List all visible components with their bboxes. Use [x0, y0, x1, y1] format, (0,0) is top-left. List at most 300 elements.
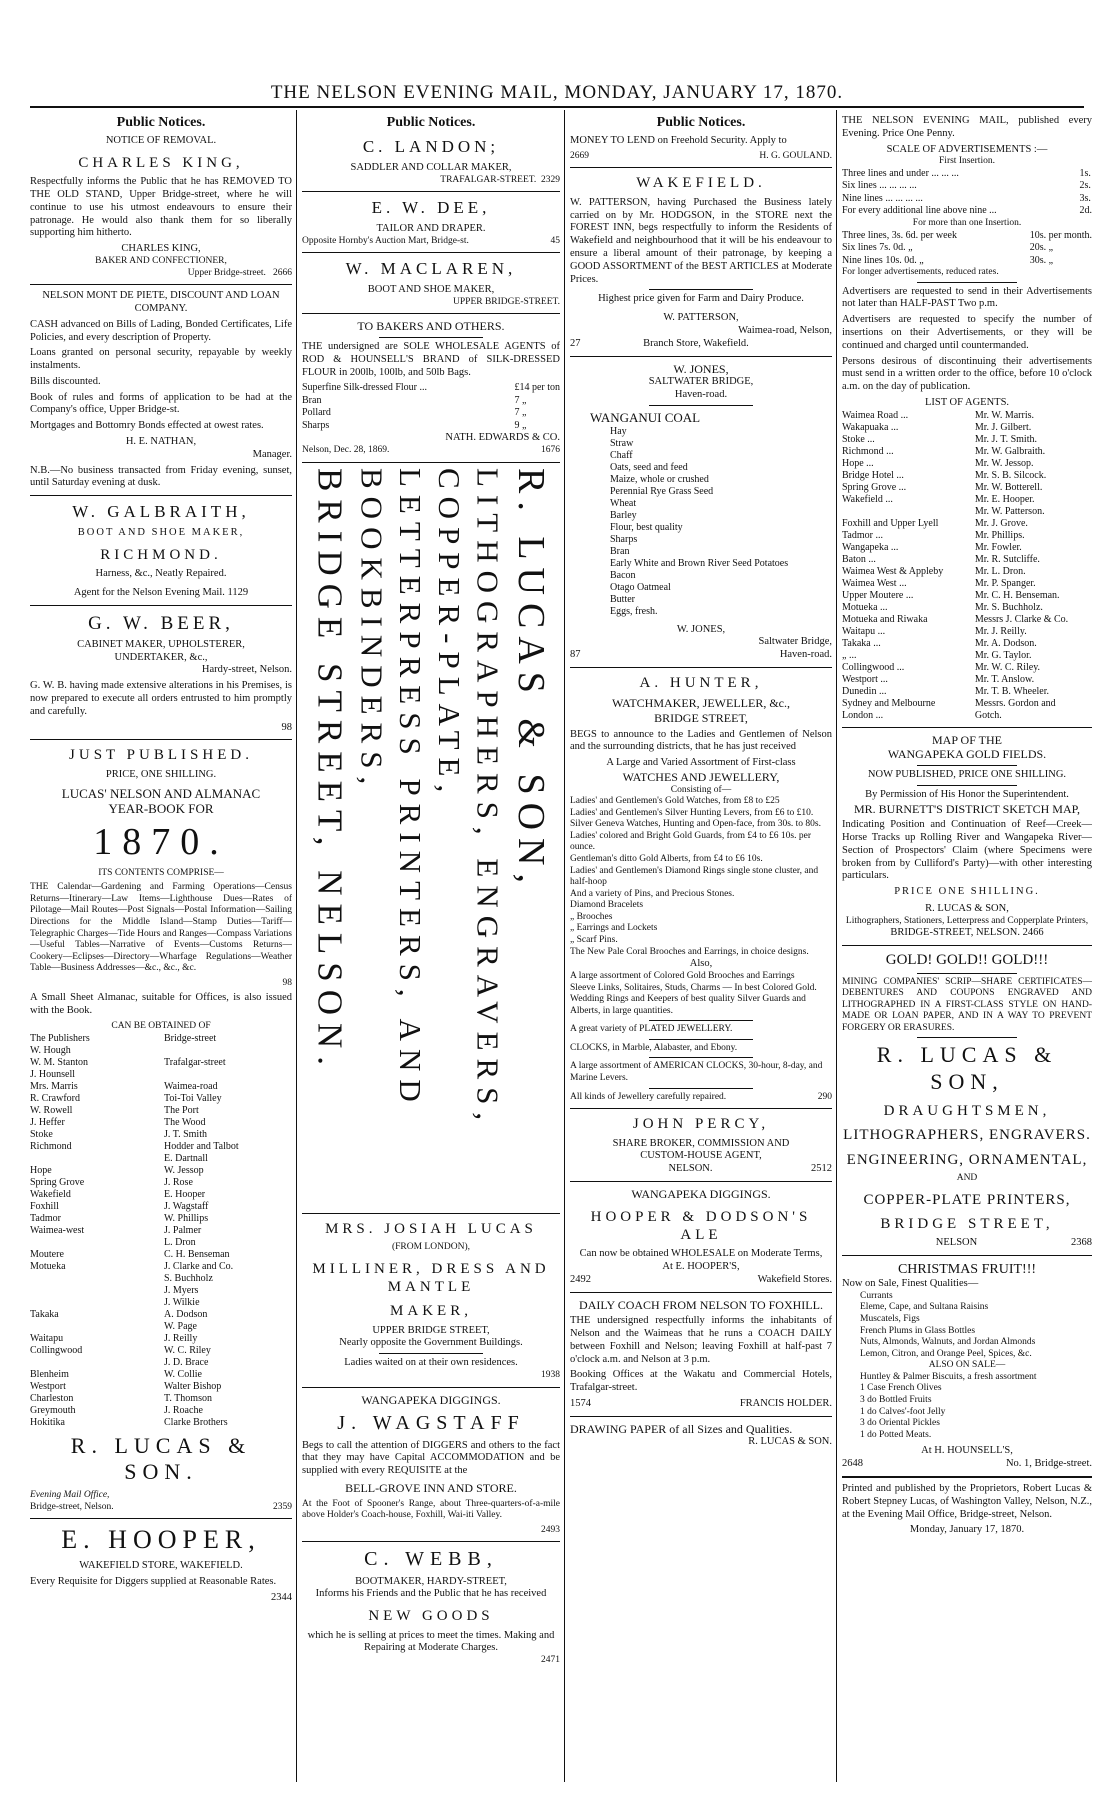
- agent-entry: Spring Grove ...: [842, 481, 907, 493]
- divider: [30, 605, 292, 606]
- flour-price: Bran: [302, 394, 322, 406]
- wakefield-sig: W. PATTERSON,: [663, 312, 739, 324]
- drawing-sig: R. LUCAS & SON.: [748, 1436, 832, 1448]
- list-item: Chaff: [610, 449, 633, 461]
- list-item: „ Scarf Pins.: [570, 935, 618, 946]
- list-item: Silver Geneva Watches, Hunting and Open-face, from 30s. to 80s.: [570, 819, 822, 830]
- divider: [917, 785, 1017, 786]
- agent-entry: Bridge Hotel ...: [842, 469, 904, 481]
- mail-intro: THE NELSON EVENING MAIL, published every Evening. Price One Penny.: [842, 115, 1092, 139]
- divider: [379, 337, 482, 338]
- agent-entry: Mr. S. Buchholz.: [974, 601, 1043, 613]
- seller-entry: Toi-Toi Valley: [164, 1092, 222, 1104]
- bakers-title: TO BAKERS AND OTHERS.: [357, 319, 505, 334]
- coach-booking: Booking Offices at the Wakatu and Commercial Hotels, Trafalgar-street.: [570, 1369, 832, 1394]
- wang-at: At E. HOOPER'S,: [662, 1260, 740, 1272]
- section-heading: Public Notices.: [116, 115, 206, 130]
- divider: [302, 462, 560, 463]
- list-item: Currants: [860, 1290, 893, 1301]
- divider: [917, 282, 1017, 283]
- seller-entry: J. Wilkie: [164, 1296, 200, 1308]
- agent-entry: Mr. W. Botterell.: [974, 481, 1043, 493]
- agent-entry: Stoke ...: [842, 433, 875, 445]
- agent-entry: „ ...: [842, 649, 857, 661]
- seller-entry: [30, 1321, 158, 1333]
- seller-entry: T. Thomson: [164, 1392, 212, 1404]
- agents-list: [842, 410, 1092, 722]
- bakers-sig: NATH. EDWARDS & CO.: [445, 432, 560, 444]
- agent-entry: Collingwood ...: [842, 661, 905, 673]
- seller-entry: [30, 1357, 158, 1369]
- agent-entry: Mr. Fowler.: [974, 541, 1022, 553]
- fruit-at: At H. HOUNSELL'S,: [921, 1445, 1013, 1457]
- divider: [570, 1108, 832, 1109]
- almanac-obtained: CAN BE OBTAINED OF: [111, 1020, 211, 1031]
- list-item: Ladies' and Gentlemen's Silver Hunting Levers, from £6 to £10.: [570, 807, 814, 818]
- piete-p1: CASH advanced on Bills of Lading, Bonded Certificates, Life Policies, and every description of Property.: [30, 318, 292, 343]
- rate-entry: 1s.: [1079, 167, 1091, 179]
- flour-price: £14 per ton: [514, 382, 560, 394]
- list-item: Gentleman's ditto Gold Alberts, from £4 to £6 10s.: [570, 854, 763, 865]
- percy-trade2: CUSTOM-HOUSE AGENT,: [640, 1150, 762, 1162]
- seller-entry: Richmond: [30, 1140, 72, 1152]
- list-item: Wheat: [610, 497, 637, 509]
- agent-entry: Mr. W. C. Riley.: [974, 661, 1041, 673]
- map-pub: NOW PUBLISHED, PRICE ONE SHILLING.: [867, 769, 1067, 781]
- diggings-body: Begs to call the attention of DIGGERS and others to the fact that they may have Capital ACCOMMODATION and be supplied with every REQUISITE at the: [302, 1439, 560, 1477]
- divider: [570, 167, 832, 168]
- divider: [302, 1213, 560, 1214]
- mrs-lucas-line: Ladies waited on at their own residences.: [344, 1357, 518, 1369]
- list-item: Butter: [610, 593, 635, 605]
- hunter-american: A large assortment of AMERICAN CLOCKS, 30-hour, 8-day, and Marine Levers.: [570, 1061, 823, 1084]
- seller-entry: A. Dodson: [164, 1308, 208, 1320]
- seller-entry: Greymouth: [30, 1404, 76, 1416]
- list-item: Sharps: [610, 533, 638, 545]
- hunter-street: BRIDGE STREET,: [654, 710, 748, 725]
- divider: [570, 1416, 832, 1417]
- list-item: Otago Oatmeal: [610, 581, 671, 593]
- list-item: The New Pale Coral Brooches and Earrings, in choice designs.: [570, 946, 809, 957]
- adv-p1: Advertisers are requested to send in their Advertisements not later than HALF-PAST Two p.m.: [842, 285, 1092, 310]
- seller-entry: The Wood: [164, 1116, 206, 1128]
- agent-entry: Messrs. Gordon and: [974, 697, 1056, 709]
- agents-title: LIST OF AGENTS.: [924, 397, 1010, 408]
- hunter-also1: A large assortment of Colored Gold Brooches and Earrings: [570, 971, 795, 982]
- money-body: MONEY TO LEND on Freehold Security. Apply to: [570, 135, 787, 147]
- agent-entry: [842, 506, 971, 518]
- column-divider: [296, 110, 297, 1782]
- agent-entry: London ...: [842, 709, 884, 721]
- rate-entry: 2d.: [1079, 205, 1092, 217]
- piete-p4: Book of rules and forms of application to be had at the Company's office, Upper Bridge-st.: [30, 391, 292, 416]
- agent-entry: Wakefield ...: [842, 493, 893, 505]
- agent-entry: Motueka and Riwaka: [842, 613, 928, 625]
- agent-entry: Mr. C. H. Benseman.: [974, 589, 1060, 601]
- hooper-name: E. HOOPER,: [61, 1525, 261, 1555]
- fruit-items: [860, 1291, 1092, 1360]
- rates-table-2: [842, 230, 1092, 268]
- seller-entry: Wakefield: [30, 1188, 71, 1200]
- agent-entry: Mr. A. Dodson.: [974, 637, 1037, 649]
- seller-entry: Mrs. Marris: [30, 1080, 78, 1092]
- seller-entry: C. H. Benseman: [164, 1248, 230, 1260]
- galbraith-line: Harness, &c., Neatly Repaired.: [95, 568, 227, 580]
- agent-entry: Waimea Road ...: [842, 409, 909, 421]
- agent-entry: Waimea West ...: [842, 577, 907, 589]
- list-item: Straw: [610, 437, 634, 449]
- lucas2-t4: COPPER-PLATE PRINTERS,: [863, 1191, 1071, 1208]
- percy-place: NELSON. 2512: [668, 1163, 832, 1175]
- jones-sig: W. JONES,: [676, 623, 726, 635]
- divider: [649, 405, 754, 406]
- agent-entry: Richmond ...: [842, 445, 894, 457]
- list-item: Early White and Brown River Seed Potatoes: [610, 557, 789, 569]
- agent-entry: Waimea West & Appleby: [842, 565, 944, 577]
- list-item: Eggs, fresh.: [610, 605, 658, 617]
- vertical-line-3: LETTERPRESS PRINTERS, AND BOOKBINDERS,: [354, 467, 429, 1110]
- agent-entry: Mr. E. Hooper.: [974, 493, 1035, 505]
- hunter-body: BEGS to announce to the Ladies and Gentlemen of Nelson and the surrounding districts, that he has just received: [570, 728, 832, 753]
- divider: [842, 945, 1092, 946]
- map-addr: BRIDGE-STREET, NELSON. 2466: [890, 927, 1044, 939]
- section-heading: Public Notices.: [656, 115, 746, 130]
- divider: [917, 765, 1017, 766]
- vertical-line-1: R. LUCAS & SON,: [510, 467, 553, 891]
- agent-entry: Mr. J. Reilly.: [974, 625, 1027, 637]
- webb-trade: BOOTMAKER, HARDY-STREET,: [355, 1575, 507, 1587]
- list-item: Diamond Bracelets: [570, 900, 644, 911]
- hooper-store: WAKEFIELD STORE, WAKEFIELD.: [79, 1560, 243, 1572]
- list-item: Bacon: [610, 569, 636, 581]
- dee-trade: TAILOR AND DRAPER.: [376, 222, 486, 234]
- seller-entry: W. Collie: [164, 1368, 202, 1380]
- map-title2: WANGAPEKA GOLD FIELDS.: [887, 747, 1047, 762]
- diggings-inn: BELL-GROVE INN AND STORE.: [345, 1480, 517, 1495]
- lucas2-t1: DRAUGHTSMEN,: [883, 1103, 1051, 1120]
- rate-entry: 3s.: [1079, 192, 1091, 204]
- removal-trade: BAKER AND CONFECTIONER,: [95, 255, 227, 266]
- seller-entry: [164, 1045, 292, 1057]
- dee-name: E. W. DEE,: [371, 198, 491, 218]
- seller-entry: [30, 1297, 158, 1309]
- rates-table: [842, 168, 1092, 218]
- flour-price: 7 „: [514, 394, 527, 406]
- mrs-lucas-num: 1938: [541, 1369, 560, 1380]
- hunter-cons: Consisting of—: [670, 784, 732, 795]
- seller-entry: Westport: [30, 1380, 66, 1392]
- list-item: Huntley & Palmer Biscuits, a fresh assortment: [860, 1371, 1037, 1382]
- diggings-num: 2493: [541, 1524, 560, 1535]
- seller-entry: W. Hough: [30, 1044, 71, 1056]
- wakefield-title: WAKEFIELD.: [636, 175, 766, 192]
- mrs-lucas-addr: UPPER BRIDGE STREET,: [372, 1324, 490, 1336]
- mrs-lucas-from: (FROM LONDON),: [391, 1242, 471, 1253]
- wang-body: Can now be obtained WHOLESALE on Moderate Terms,: [579, 1248, 823, 1260]
- hunter-clocks: CLOCKS, in Marble, Alabaster, and Ebony.: [570, 1042, 738, 1053]
- section-heading: Public Notices.: [386, 115, 476, 130]
- wang-name: HOOPER & DODSON'S ALE: [590, 1208, 812, 1243]
- agent-entry: Mr. T. Anslow.: [974, 673, 1035, 685]
- hunter-also3: Wedding Rings and Keepers of best quality Silver Guards and Alberts, in large quantities.: [570, 994, 806, 1016]
- rate-entry: Nine lines 10s. 0d. „: [842, 254, 924, 266]
- divider: [917, 1037, 1017, 1038]
- adv-p2: Advertisers are requested to specify the number of insertions on their Advertisements, or they will be continued and charged until countermanded.: [842, 314, 1092, 351]
- beer-trade2: UNDERTAKER, &c.,: [114, 651, 208, 663]
- removal-name: CHARLES KING,: [78, 154, 244, 171]
- seller-entry: Stoke: [30, 1128, 53, 1140]
- beer-body: G. W. B. having made extensive alterations in his Premises, is now prepared to execute all orders entrusted to him promptly and carefully.: [30, 680, 292, 717]
- list-item: Eleme, Cape, and Sultana Raisins: [860, 1302, 989, 1313]
- wakefield-body: W. PATTERSON, having Purchased the Business lately carried on by Mr. HODGSON, in the STORE next the FOREST INN, begs respectfully to inform the Residents of Wakefield and neighbourhood that it will be his endeavour to ensure a liberal amount of their patronage, by keeping a GOOD ASSORTMENT of the BEST ARTICLES at Moderate Prices.: [570, 196, 832, 285]
- hunter-plated: A great variety of PLATED JEWELLERY.: [570, 1024, 733, 1035]
- seller-entry: Waitapu: [30, 1332, 64, 1344]
- lucas2-and: AND: [956, 1172, 978, 1183]
- almanac-name2: YEAR-BOOK FOR: [108, 801, 214, 817]
- divider: [649, 1057, 754, 1058]
- lucas2-t2: LITHOGRAPHERS, ENGRAVERS.: [843, 1127, 1091, 1144]
- hunter-repair: All kinds of Jewellery carefully repaired. 290: [570, 1091, 832, 1102]
- divider: [917, 973, 1017, 974]
- webb-new: NEW GOODS: [368, 1608, 494, 1625]
- divider: [842, 727, 1092, 728]
- hunter-line: A Large and Varied Assortment of First-class: [606, 757, 796, 769]
- agent-entry: Sydney and Melbourne: [842, 697, 936, 709]
- fruit-addr: 2648 No. 1, Bridge-street.: [842, 1458, 1092, 1470]
- seller-entry: J. Reilly: [164, 1332, 198, 1344]
- agent-entry: Messrs J. Clarke & Co.: [974, 613, 1069, 625]
- coach-body: THE undersigned respectfully informs the inhabitants of Nelson and the Waimeas that he runs a COACH DAILY between Foxhill and Nelson; leaving Foxhill at half-past 7 o'clock a.m. and Nelson at 3 p.m.: [570, 1315, 832, 1365]
- divider: [30, 1518, 292, 1519]
- seller-entry: Motueka: [30, 1260, 66, 1272]
- imprint: Printed and published by the Proprietors, Robert Lucas & Robert Stepney Lucas, of Washington Valley, Nelson, N.Z., at the Evening Mail Office, Bridge-street, Nelson.: [842, 1482, 1092, 1520]
- flour-price: Sharps: [302, 419, 330, 431]
- jones-items: [610, 426, 832, 618]
- jones-sig3: 87 Haven-road.: [570, 649, 832, 661]
- seller-entry: J. Rose: [164, 1176, 193, 1188]
- fruit-sale: Now on Sale, Finest Qualities—: [842, 1278, 979, 1289]
- piete-p2: Loans granted on personal security, repayable by weekly instalments.: [30, 347, 292, 372]
- seller-entry: W. Rowell: [30, 1104, 73, 1116]
- removal-title: NOTICE OF REMOVAL.: [105, 135, 217, 147]
- galbraith-agent: Agent for the Nelson Evening Mail. 1129: [73, 586, 249, 598]
- vertical-line-4: BRIDGE STREET, NELSON.: [310, 467, 350, 1073]
- agent-entry: Mr. W. Marris.: [974, 409, 1035, 421]
- agent-entry: Westport ...: [842, 673, 888, 685]
- wakefield-addr: Waimea-road, Nelson,: [738, 324, 832, 336]
- rate-entry: 10s. per month.: [1029, 229, 1092, 241]
- seller-entry: Waimea-road: [164, 1080, 218, 1092]
- divider: [302, 1387, 560, 1388]
- almanac-num: 98: [282, 977, 292, 988]
- fruit-also: ALSO ON SALE—: [928, 1360, 1006, 1371]
- agent-entry: Mr. R. Sutcliffe.: [974, 553, 1040, 565]
- bakers-date: Nelson, Dec. 28, 1869. 1676: [302, 445, 560, 456]
- seller-entry: Clarke Brothers: [164, 1416, 228, 1428]
- rate-entry: Six lines ... ... ... ...: [842, 180, 917, 192]
- agent-entry: Mr. J. Gilbert.: [974, 421, 1032, 433]
- seller-entry: J. Wagstaff: [164, 1200, 209, 1212]
- longer-rates: For longer advertisements, reduced rates.: [842, 267, 999, 278]
- seller-entry: J. Hounsell: [30, 1068, 75, 1080]
- seller-entry: R. Crawford: [30, 1092, 80, 1104]
- divider: [842, 1255, 1092, 1256]
- almanac-price: PRICE, ONE SHILLING.: [105, 768, 217, 780]
- list-item: Barley: [610, 509, 637, 521]
- list-item: Lemon, Citron, and Orange Peel, Spices, &c.: [860, 1348, 1032, 1359]
- almanac-contents: THE Calendar—Gardening and Farming Operations—Census Returns—Itinerary—Law Items—Lighthouse Dues—Rates of Pilotage—Mail Routes—Post Signals—Postal Information—Sailing Directions for the Middle Island—Stamp Duties—Tariff—Telegraphic Charges—Tide Hours and Ranges—Compass Variations—Useful Tables—Narrative of Events—Customs Returns—Cookery—Eclipses—Directory—Wharfage Regulations—Weather Table—Business Addresses—&c., &c., &c.: [30, 882, 292, 974]
- hunter-items: [570, 796, 832, 958]
- seller-entry: The Port: [164, 1104, 199, 1116]
- seller-entry: Bridge-street: [164, 1032, 217, 1044]
- piete-role: Manager.: [252, 448, 292, 460]
- list-item: „ Brooches: [570, 911, 613, 922]
- lucas-vertical-advert: [302, 468, 560, 1208]
- divider: [302, 1541, 560, 1542]
- mrs-lucas-name: MRS. JOSIAH LUCAS: [325, 1220, 537, 1237]
- seller-entry: W. Phillips: [164, 1212, 209, 1224]
- agent-entry: Waitapu ...: [842, 625, 886, 637]
- agent-entry: Baton ...: [842, 553, 876, 565]
- seller-entry: Walter Bishop: [164, 1380, 222, 1392]
- seller-entry: Takaka: [30, 1308, 59, 1320]
- almanac-title: JUST PUBLISHED.: [69, 747, 253, 764]
- mrs-lucas-addr2: Nearly opposite the Government Buildings.: [339, 1337, 523, 1349]
- column-divider: [836, 110, 837, 1782]
- map-body: Indicating Position and Continuation of Reef—Creek—Horse Tracks up Rolling River and Wangapeka River—Section of Prospectors' Claim (where Specimens were broken from by Culliford's Party)—with other interesting particulars.: [842, 819, 1092, 882]
- list-item: Ladies' and Gentlemen's Gold Watches, from £8 to £25: [570, 796, 780, 807]
- maclaren-addr: UPPER BRIDGE-STREET.: [453, 296, 560, 307]
- agent-entry: Upper Moutere ...: [842, 589, 914, 601]
- hunter-also: Also,: [689, 958, 713, 970]
- first-insertion: First Insertion.: [939, 156, 995, 167]
- wagstaff-name: J. WAGSTAFF: [337, 1412, 525, 1435]
- list-item: „ Earrings and Lockets: [570, 923, 658, 934]
- hunter-also2: Sleeve Links, Solitaires, Studs, Charms — In best Colored Gold.: [570, 982, 817, 993]
- almanac-sign: R. LUCAS & SON.: [70, 1432, 252, 1485]
- seller-entry: [30, 1153, 158, 1165]
- seller-entry: Charleston: [30, 1392, 74, 1404]
- divider: [649, 1039, 754, 1040]
- seller-entry: Moutere: [30, 1248, 64, 1260]
- seller-entry: Trafalgar-street: [164, 1056, 226, 1068]
- seller-entry: S. Buchholz: [164, 1272, 213, 1284]
- divider: [302, 313, 560, 314]
- lucas2-t5: BRIDGE STREET,: [880, 1215, 1054, 1232]
- almanac-name: LUCAS' NELSON AND ALMANAC: [61, 785, 261, 801]
- divider: [570, 667, 832, 668]
- seller-entry: Hodder and Talbot: [164, 1140, 239, 1152]
- galbraith-name: W. GALBRAITH,: [72, 502, 250, 522]
- seller-entry: W. Jessop: [164, 1164, 204, 1176]
- seller-entry: J. Palmer: [164, 1224, 202, 1236]
- beer-name: G. W. BEER,: [88, 612, 234, 634]
- galbraith-trade: BOOT AND SHOE MAKER,: [77, 527, 245, 538]
- piete-sig: H. E. NATHAN,: [125, 436, 197, 448]
- rate-entry: Six lines 7s. 0d. „: [842, 242, 913, 254]
- rate-entry: For every additional line above nine ...: [842, 205, 997, 217]
- beer-trade: CABINET MAKER, UPHOLSTERER,: [77, 638, 245, 650]
- vertical-line-2: LITHOGRAPHERS, ENGRAVERS, COPPER-PLATE,: [431, 467, 506, 1128]
- divider: [649, 1020, 754, 1021]
- list-item: Ladies' and Gentlemen's Diamond Rings single stone cluster, and half-hoop: [570, 865, 819, 888]
- seller-entry: Tadmor: [30, 1212, 61, 1224]
- agent-entry: Gotch.: [974, 709, 1002, 721]
- jones-coal: WANGANUI COAL: [590, 409, 701, 425]
- column-2: [302, 112, 560, 1782]
- jones-sig2: Saltwater Bridge,: [758, 636, 832, 648]
- seller-entry: W. M. Stanton: [30, 1056, 88, 1068]
- seller-entry: Hope: [30, 1164, 52, 1176]
- divider: [30, 495, 292, 496]
- map-title: MAP OF THE: [931, 732, 1002, 747]
- seller-entry: J. Myers: [164, 1284, 199, 1296]
- agent-entry: Hope ...: [842, 457, 874, 469]
- bakers-body: THE undersigned are SOLE WHOLESALE AGENTS of ROD & HOUNSELL'S BRAND of SILK-DRESSED FLOUR in 200lb, 100lb, and 50lb Bags.: [302, 341, 560, 378]
- jones-name: W. JONES,: [673, 361, 729, 376]
- map-trade: Lithographers, Stationers, Letterpress and Copperplate Printers,: [845, 915, 1089, 926]
- rate-entry: 20s. „: [1029, 242, 1054, 254]
- seller-entry: E. Dartnall: [164, 1152, 208, 1164]
- seller-entry: J. Clarke and Co.: [164, 1260, 234, 1272]
- map-perm: By Permission of His Honor the Superintendent.: [865, 788, 1069, 800]
- seller-entry: W. Page: [164, 1320, 197, 1332]
- seller-entry: Collingwood: [30, 1344, 83, 1356]
- lucas2-t3: ENGINEERING, ORNAMENTAL,: [846, 1151, 1088, 1168]
- more-insertion: For more than one Insertion.: [912, 217, 1022, 228]
- webb-num: 2471: [541, 1655, 560, 1666]
- hunter-trade: WATCHMAKER, JEWELLER, &c.,: [612, 696, 790, 711]
- agent-entry: Wakapuaka ...: [842, 421, 899, 433]
- mining-body: MINING COMPANIES' SCRIP—SHARE CERTIFICATES—DEBENTURES AND COUPONS ENGRAVED AND LITHOGRAPHED IN A FIRST-CLASS STYLE ON HAND-MADE OR LOAN PAPER, AND IN A WAY TO PREVENT FORGERY OR ERASURES.: [842, 976, 1092, 1033]
- column-1: [30, 112, 292, 1782]
- list-item: Ladies' colored and Bright Gold Guards, from £4 to £6 10s. per ounce.: [570, 830, 812, 853]
- rate-entry: 30s. „: [1029, 254, 1054, 266]
- rate-entry: 2s.: [1079, 180, 1091, 192]
- landon-trade: SADDLER AND COLLAR MAKER,: [350, 161, 512, 173]
- hunter-name: A. HUNTER,: [639, 674, 763, 691]
- landon-name: C. LANDON;: [362, 137, 500, 157]
- divider: [842, 1476, 1092, 1478]
- webb-body: Informs his Friends and the Public that he has received: [315, 1588, 547, 1600]
- agent-entry: Mr. W. Jessop.: [974, 457, 1034, 469]
- gold-heading: GOLD! GOLD!! GOLD!!!: [885, 952, 1049, 969]
- wang-store: 2492 Wakefield Stores.: [570, 1273, 832, 1285]
- seller-entry: [30, 1273, 158, 1285]
- hooper-num: 2344: [271, 1591, 292, 1603]
- lucas2-name: R. LUCAS & SON,: [876, 1042, 1058, 1095]
- seller-entry: J. T. Smith: [164, 1128, 207, 1140]
- maclaren-trade: BOOT AND SHOE MAKER,: [367, 284, 495, 296]
- divider: [30, 739, 292, 740]
- divider: [649, 1088, 754, 1089]
- hunter-watches: WATCHES AND JEWELLERY,: [622, 769, 780, 784]
- maclaren-name: W. MACLAREN,: [345, 259, 517, 279]
- flour-price: 9 „: [514, 419, 527, 431]
- rate-entry: Nine lines ... ... ... ...: [842, 192, 923, 204]
- seller-entry: L. Dron: [164, 1236, 196, 1248]
- fruit-items-2: [860, 1372, 1092, 1441]
- list-item: French Plums in Glass Bottles: [860, 1325, 976, 1336]
- rate-entry: Three lines and under ... ... ...: [842, 167, 959, 179]
- divider: [649, 289, 754, 290]
- agent-entry: Takaka ...: [842, 637, 881, 649]
- list-item: Nuts, Almonds, Walnuts, and Jordan Almonds: [860, 1337, 1036, 1348]
- seller-entry: [30, 1285, 158, 1297]
- almanac-office: Evening Mail Office,: [30, 1490, 110, 1501]
- diggings-addr: At the Foot of Spooner's Range, about Three-quarters-of-a-mile above Holder's Coach-house, Foxhill, Wai-iti Valley.: [302, 1498, 560, 1521]
- coach-sig: 1574 FRANCIS HOLDER.: [570, 1397, 832, 1409]
